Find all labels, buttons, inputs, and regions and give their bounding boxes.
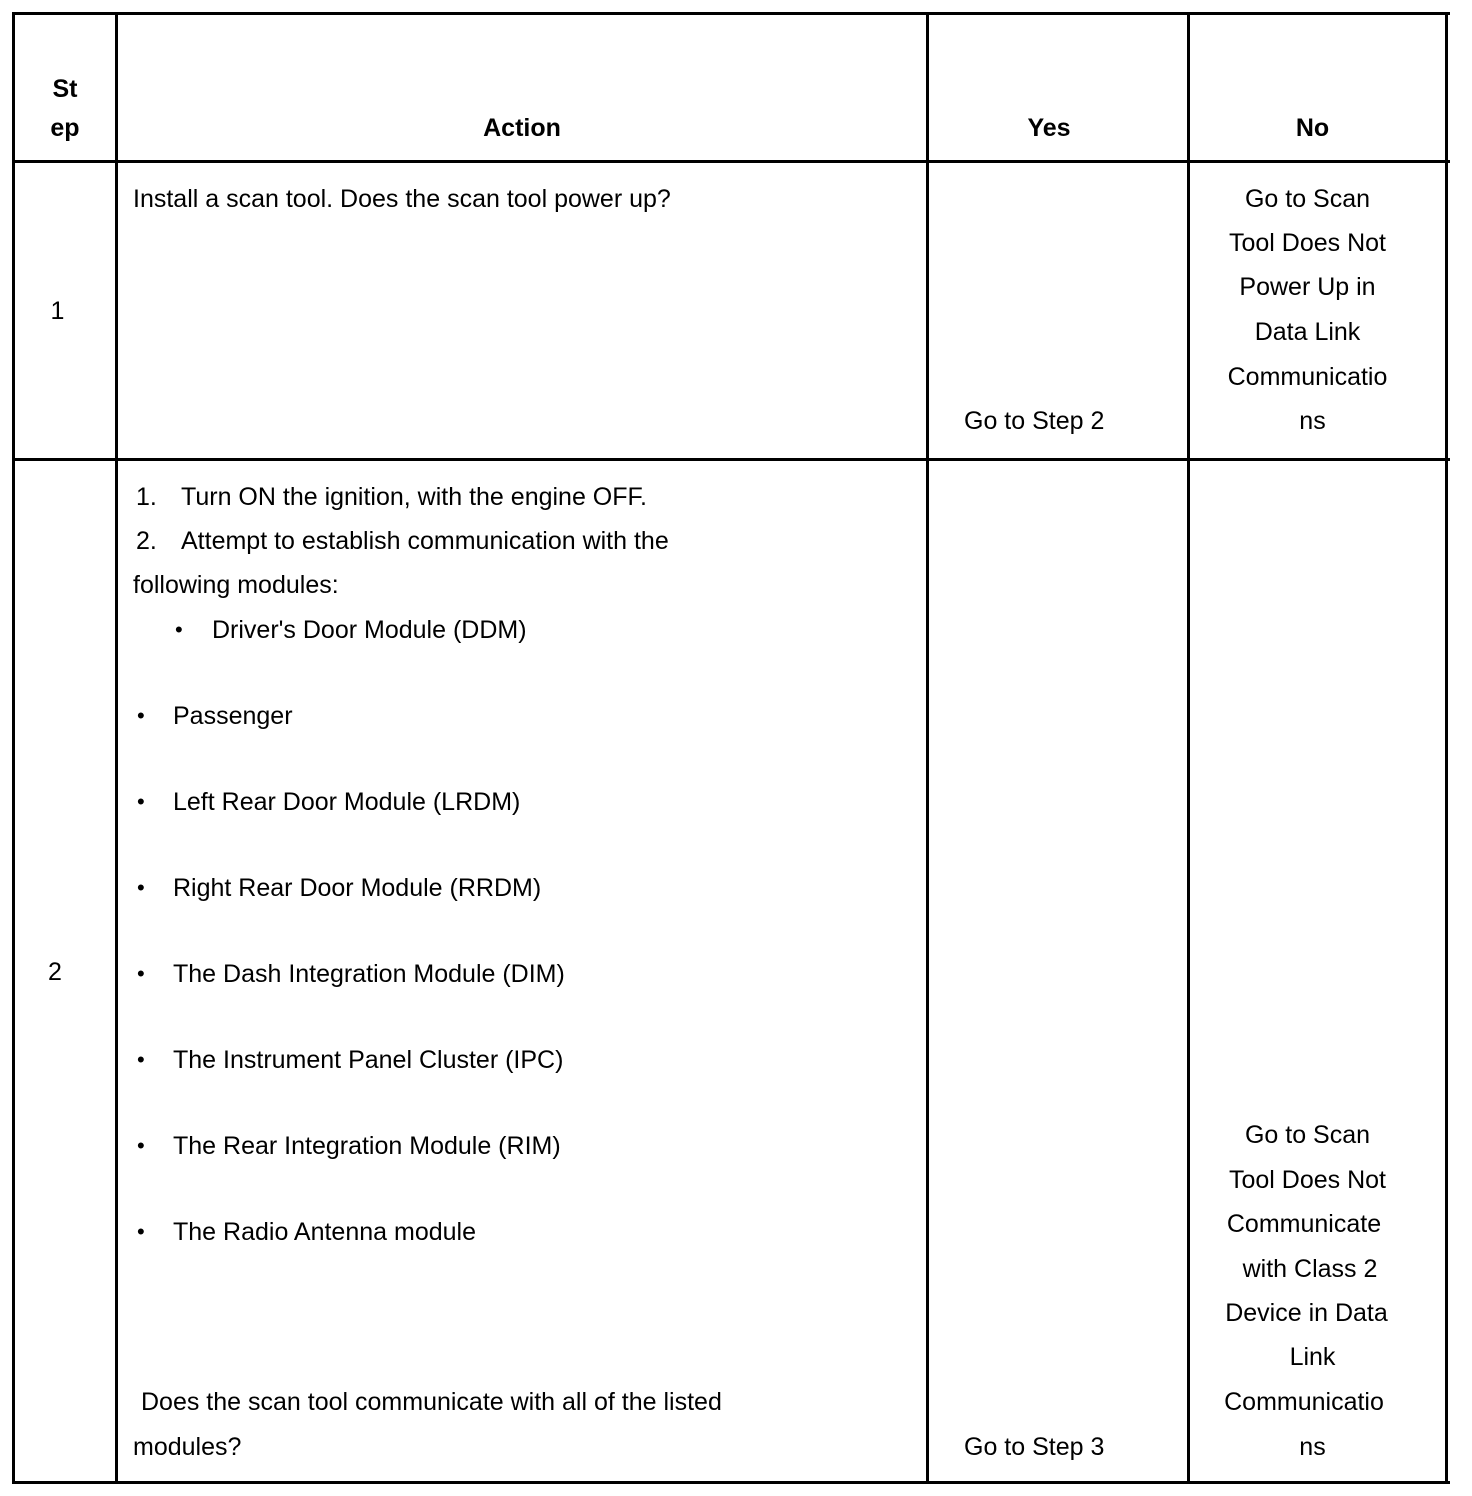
row2-module: Driver's Door Module (DDM) bbox=[212, 616, 527, 644]
bullet-icon: • bbox=[137, 789, 145, 814]
row2-module: The Radio Antenna module bbox=[173, 1218, 476, 1246]
table-top-border bbox=[12, 12, 1450, 15]
header-action: Action bbox=[483, 114, 561, 142]
row2-module: The Instrument Panel Cluster (IPC) bbox=[173, 1046, 564, 1074]
row2-yes: Go to Step 3 bbox=[964, 1433, 1105, 1461]
row2-numbered-num: 1. bbox=[136, 483, 157, 511]
header-no: No bbox=[1295, 114, 1330, 142]
header-yes: Yes bbox=[1027, 114, 1071, 142]
row2-step: 2 bbox=[48, 958, 62, 986]
row2-no-line: Go to Scan bbox=[1244, 1121, 1371, 1149]
action-yes-divider bbox=[926, 12, 929, 1484]
table-right-border bbox=[1445, 12, 1448, 1484]
header-step-line2: ep bbox=[50, 114, 80, 142]
row2-no-line: with Class 2 bbox=[1242, 1255, 1378, 1283]
bullet-icon: • bbox=[137, 1047, 145, 1072]
row2-continuation: following modules: bbox=[133, 571, 339, 599]
bullet-icon: • bbox=[137, 961, 145, 986]
row2-module: Right Rear Door Module (RRDM) bbox=[173, 874, 542, 902]
row2-no-line: Communicate bbox=[1226, 1210, 1382, 1238]
row2-no-line: Device in Data bbox=[1225, 1299, 1388, 1327]
row2-no-line: Communicatio bbox=[1224, 1388, 1384, 1416]
bullet-icon: • bbox=[137, 1219, 145, 1244]
row1-action: Install a scan tool. Does the scan tool power up? bbox=[133, 185, 671, 213]
step-action-divider bbox=[115, 12, 118, 1484]
row2-module: The Rear Integration Module (RIM) bbox=[173, 1132, 561, 1160]
row1-no-line: Data Link bbox=[1254, 318, 1361, 346]
row2-numbered-text: Turn ON the ignition, with the engine OFF. bbox=[181, 483, 647, 511]
bullet-icon: • bbox=[137, 703, 145, 728]
row2-numbered-num: 2. bbox=[136, 527, 157, 555]
row2-module: Passenger bbox=[173, 702, 293, 730]
row1-bottom-border bbox=[12, 458, 1450, 461]
table-bottom-border bbox=[12, 1481, 1450, 1484]
row1-no-line: ns bbox=[1299, 407, 1326, 435]
header-step-line1: St bbox=[52, 75, 78, 103]
row1-step: 1 bbox=[50, 297, 65, 325]
table-left-border bbox=[12, 12, 15, 1484]
bullet-icon: • bbox=[137, 875, 145, 900]
bullet-icon: • bbox=[137, 1133, 145, 1158]
bullet-icon: • bbox=[175, 617, 183, 642]
row1-no-line: Power Up in bbox=[1239, 273, 1376, 301]
row2-module: Left Rear Door Module (LRDM) bbox=[173, 788, 521, 816]
row1-yes: Go to Step 2 bbox=[964, 407, 1105, 435]
row2-no-line: Link bbox=[1289, 1343, 1336, 1371]
row2-numbered-text: Attempt to establish communication with the bbox=[181, 527, 669, 555]
row2-module: The Dash Integration Module (DIM) bbox=[173, 960, 565, 988]
row1-no-line: Tool Does Not bbox=[1228, 229, 1387, 257]
row1-no-line: Go to Scan bbox=[1244, 185, 1371, 213]
row2-no-line: Tool Does Not bbox=[1228, 1166, 1387, 1194]
row2-question-line2: modules? bbox=[133, 1433, 242, 1461]
row2-question-line1: Does the scan tool communicate with all of the listed bbox=[141, 1388, 722, 1416]
row2-no-line: ns bbox=[1299, 1433, 1326, 1461]
row1-no-line: Communicatio bbox=[1227, 363, 1388, 391]
header-bottom-border bbox=[12, 160, 1450, 163]
